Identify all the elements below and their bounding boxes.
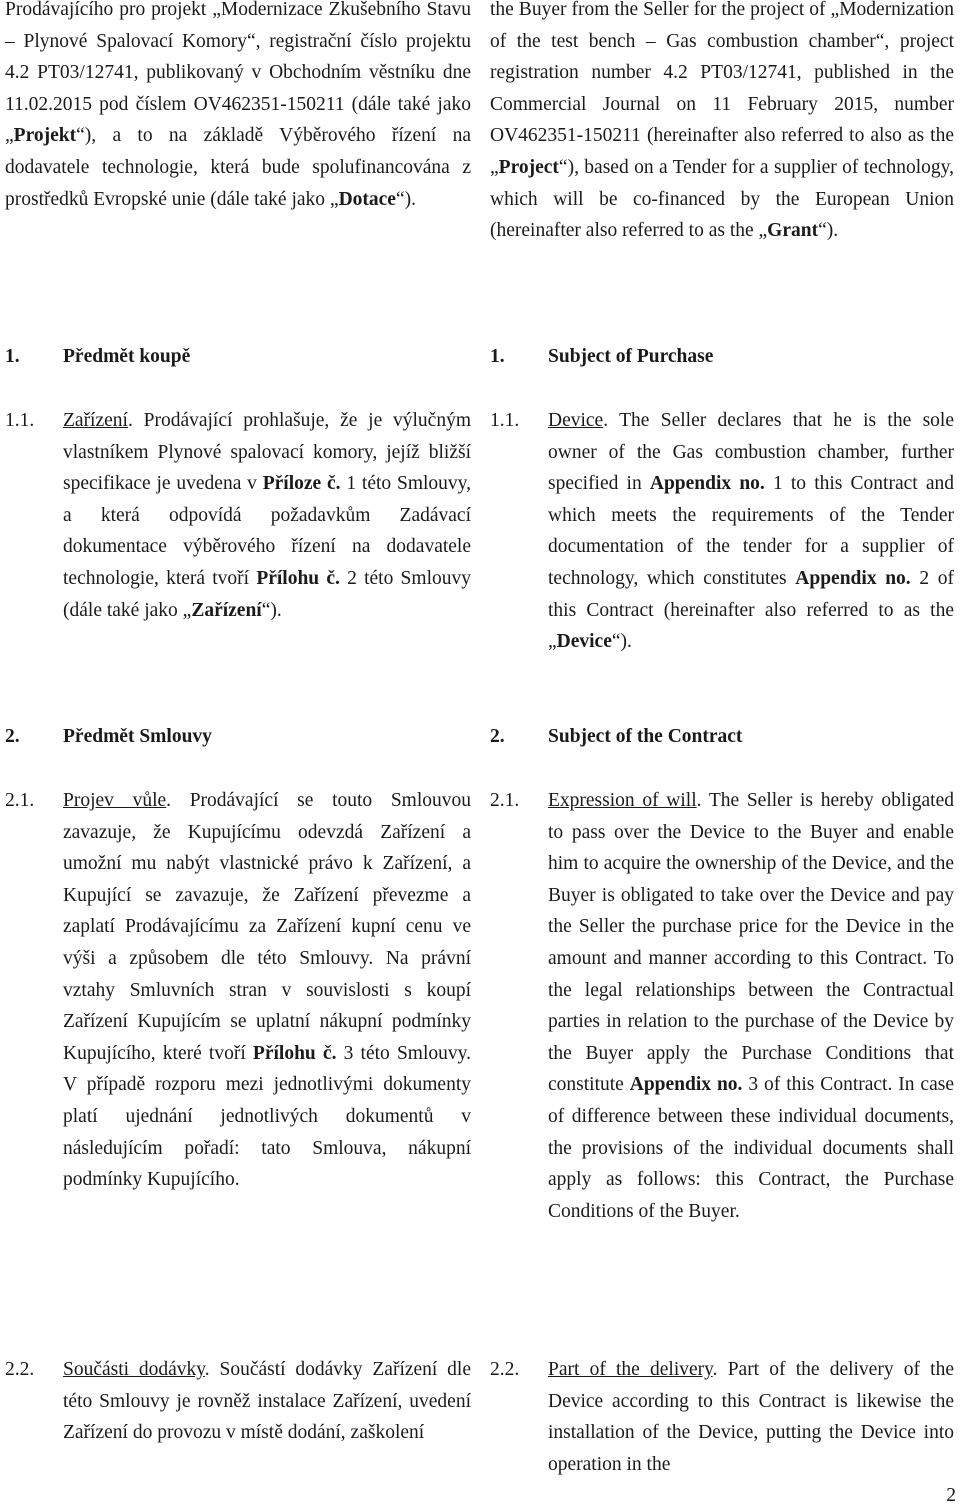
clause-1-1-cz: 1.1. Zařízení. Prodávající prohlašuje, že je výlučným vlastníkem Plynové spalovací komory, jejíž bližší specifikace je uvedena v Příloze č. 1 této Smlouvy, a která odpovídá požadavkům Zadávací dokumentace výběrového řízení na dodavatele technologie, která tvoří Přílohu č. 2 této Smlouvy (dále také jako „Zařízení“).	[5, 410, 472, 621]
clause-1-1-en: 1.1. Device. The Seller declares that he is the sole owner of the Gas combustion chamber, further specified in Appendix no. 1 to this Contract and which meets the requirements of the Tender documentation of the tender for a supplier of technology, which constitutes Appendix no. 2 of this Contract (hereinafter also referred to as the „Device“).	[490, 410, 954, 653]
section-2-heading-en: 2. Subject of the Contract	[490, 726, 743, 747]
intro-paragraph-cz: Prodávajícího pro projekt „Modernizace Zkušebního Stavu – Plynové Spalovací Komory“, registrační číslo projektu 4.2 PT03/12741, publikovaný v Obchodním věstníku dne 11.02.2015 pod číslem OV462351-150211 (dále také jako „Projekt“), a to na základě Výběrového řízení na dodavatele technologie, která bude spolufinancována z prostředků Evropské unie (dále také jako „Dotace“).	[5, 0, 471, 210]
page-number: 2	[946, 1485, 956, 1506]
section-1-heading-en: 1. Subject of Purchase	[490, 346, 714, 367]
clause-2-1-cz: 2.1. Projev vůle. Prodávající se touto Smlouvou zavazuje, že Kupujícímu odevzdá Zařízení a umožní mu nabýt vlastnické právo k Zařízení, a Kupující se zavazuje, že Zařízení převezme a zaplatí Prodávajícímu za Zařízení kupní cenu ve výši a způsobem dle této Smlouvy. Na právní vztahy Smluvních stran v souvislosti s koupí Zařízení Kupujícím se uplatní nákupní podmínky Kupujícího, které tvoří Přílohu č. 3 této Smlouvy. V případě rozporu mezi jednotlivými dokumenty platí ujednání jednotlivých dokumentů v následujícím pořadí: tato Smlouva, nákupní podmínky Kupujícího.	[5, 790, 472, 1191]
section-2-heading-cz: 2. Předmět Smlouvy	[5, 726, 212, 747]
intro-paragraph-en: the Buyer from the Seller for the project of „Modernization of the test bench – Gas combustion chamber“, project registration number 4.2 PT03/12741, published in the Commercial Journal on 11 February 2015, number OV462351-150211 (hereinafter also referred to also as the „Project“), based on a Tender for a supplier of technology, which will be co-financed by the European Union (hereinafter also referred to as the „Grant“).	[490, 0, 954, 242]
clause-2-2-cz: 2.2. Součásti dodávky. Součástí dodávky Zařízení dle této Smlouvy je rovněž instalace Zařízení, uvedení Zařízení do provozu v místě dodání, zaškolení	[5, 1359, 471, 1444]
clause-2-1-en: 2.1. Expression of will. The Seller is hereby obligated to pass over the Device to the Buyer and enable him to acquire the ownership of the Device, and the Buyer is obligated to take over the Device and pay the Seller the purchase price for the Device in the amount and manner according to this Contract. To the legal relationships between the Contractual parties in relation to the purchase of the Device by the Buyer apply the Purchase Conditions that constitute Appendix no. 3 of this Contract. In case of difference between these individual documents, the provisions of the individual documents shall apply as follows: this Contract, the Purchase Conditions of the Buyer.	[490, 790, 954, 1222]
clause-2-2-en: 2.2. Part of the delivery. Part of the delivery of the Device according to this Contract is likewise the installation of the Device, putting the Device into operation in the	[490, 1359, 955, 1475]
section-1-heading-cz: 1. Předmět koupě	[5, 346, 191, 367]
